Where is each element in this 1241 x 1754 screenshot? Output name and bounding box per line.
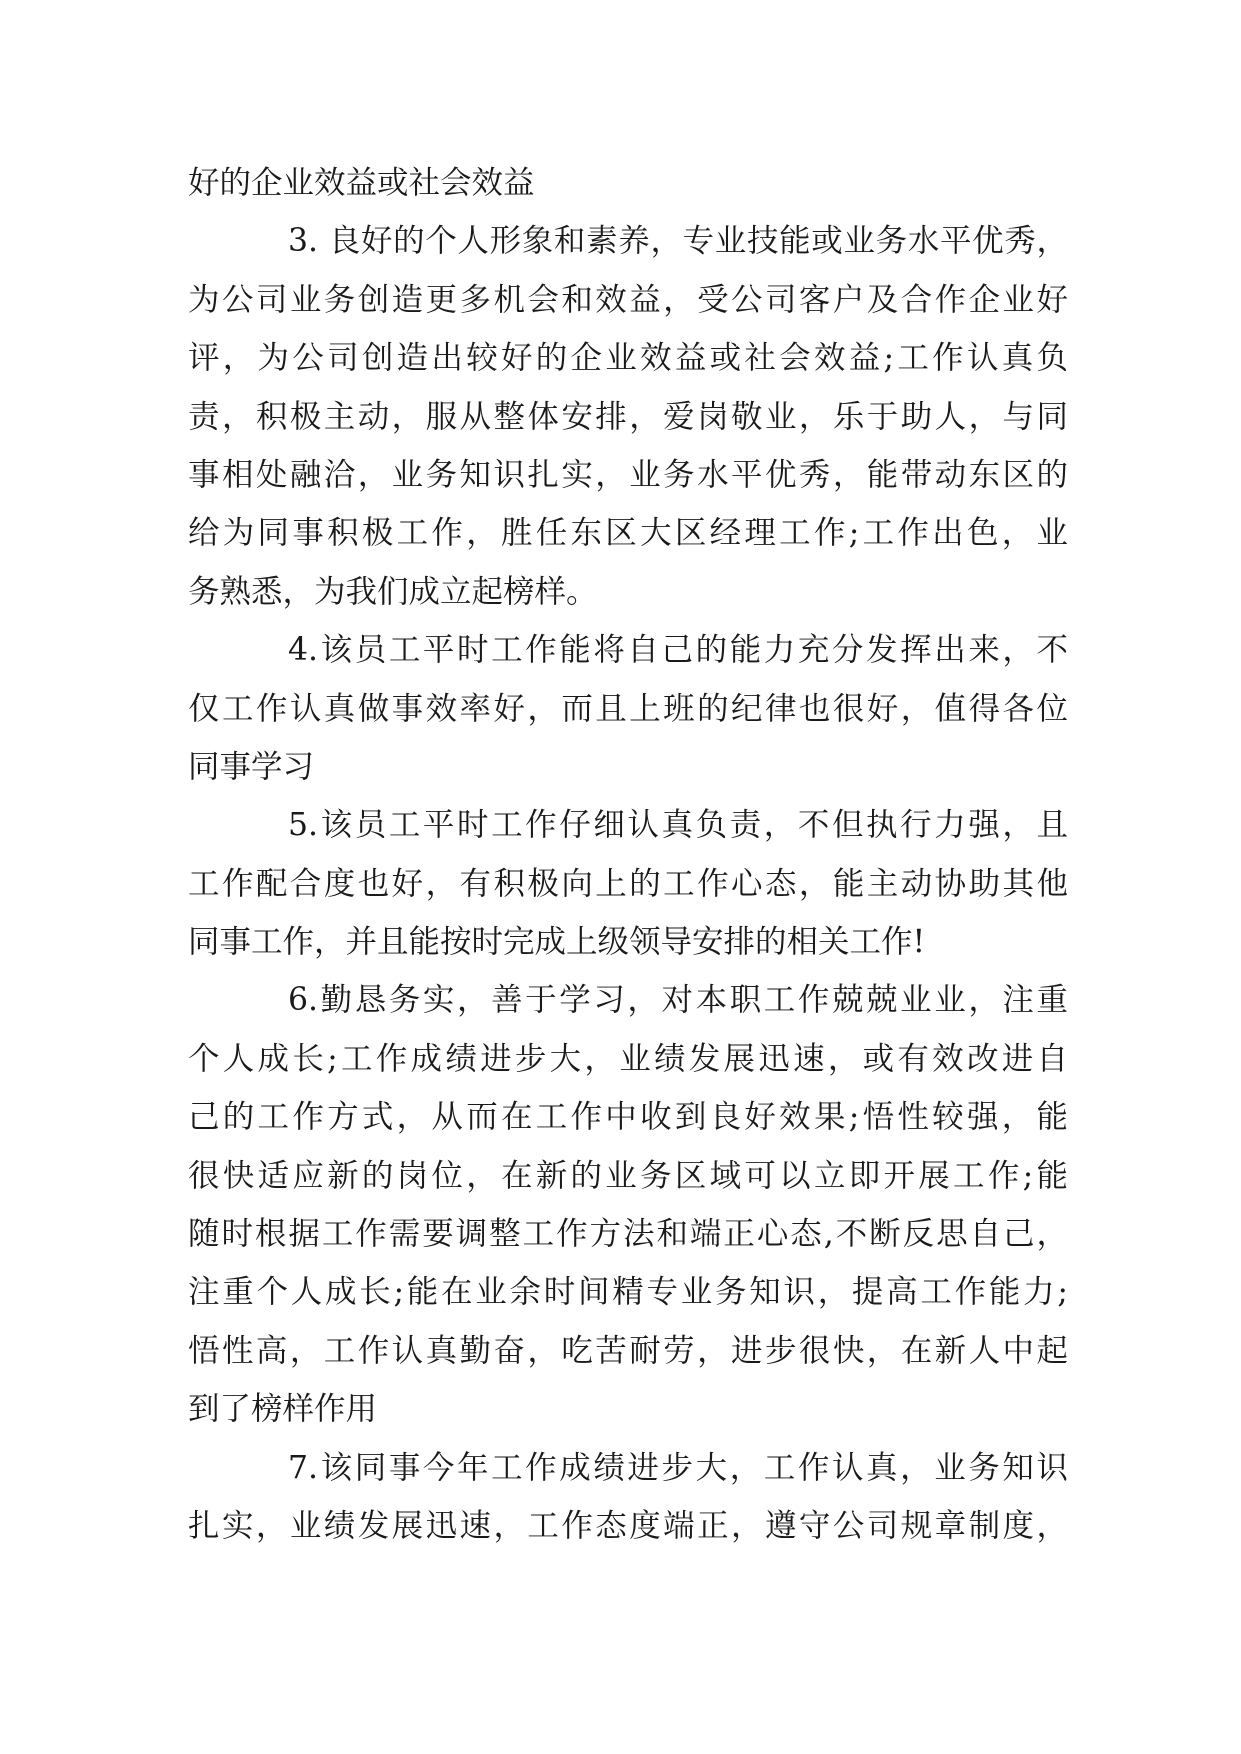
text-line: 评，为公司创造出较好的企业效益或社会效益;工作认真负 xyxy=(188,340,1068,377)
text-line: 5.该员工平时工作仔细认真负责，不但执行力强，且 xyxy=(288,807,1068,844)
text-line: 注重个人成长;能在业余时间精专业务知识，提高工作能力; xyxy=(188,1274,1068,1311)
text-line: 7.该同事今年工作成绩进步大，工作认真，业务知识 xyxy=(288,1449,1068,1486)
text-line: 好的企业效益或社会效益 xyxy=(188,165,535,201)
text-line: 到了榜样作用 xyxy=(188,1391,378,1428)
text-line: 3. 良好的个人形象和素养，专业技能或业务水平优秀， xyxy=(288,223,1068,260)
text-line: 扎实，业绩发展迅速，工作态度端正，遵守公司规章制度， xyxy=(188,1507,1068,1544)
text-line: 事相处融洽，业务知识扎实，业务水平优秀，能带动东区的 xyxy=(188,456,1068,493)
text-line: 同事工作，并且能按时完成上级领导安排的相关工作! xyxy=(188,924,926,961)
text-line: 很快适应新的岗位，在新的业务区域可以立即开展工作;能 xyxy=(188,1157,1068,1194)
text-line: 4.该员工平时工作能将自己的能力充分发挥出来，不 xyxy=(288,632,1068,669)
text-line: 悟性高，工作认真勤奋，吃苦耐劳，进步很快，在新人中起 xyxy=(188,1332,1068,1369)
body-text xyxy=(188,154,1068,1555)
text-line: 随时根据工作需要调整工作方法和端正心态,不断反思自己， xyxy=(188,1216,1068,1253)
text-line: 己的工作方式，从而在工作中收到良好效果;悟性较强，能 xyxy=(188,1099,1068,1136)
text-line: 仅工作认真做事效率好，而且上班的纪律也很好，值得各位 xyxy=(188,690,1068,727)
text-line: 务熟悉，为我们成立起榜样。 xyxy=(188,573,598,610)
text-line: 责，积极主动，服从整体安排，爱岗敬业，乐于助人，与同 xyxy=(188,398,1068,435)
text-line: 为公司业务创造更多机会和效益，受公司客户及合作企业好 xyxy=(188,281,1068,318)
text-line: 给为同事积极工作，胜任东区大区经理工作;工作出色，业 xyxy=(188,515,1068,552)
text-line: 同事学习 xyxy=(188,748,315,785)
text-line: 个人成长;工作成绩进步大，业绩发展迅速，或有效改进自 xyxy=(188,1040,1068,1077)
text-line: 工作配合度也好，有积极向上的工作心态，能主动协助其他 xyxy=(188,865,1068,902)
text-line: 6.勤恳务实，善于学习，对本职工作兢兢业业，注重 xyxy=(288,982,1068,1019)
